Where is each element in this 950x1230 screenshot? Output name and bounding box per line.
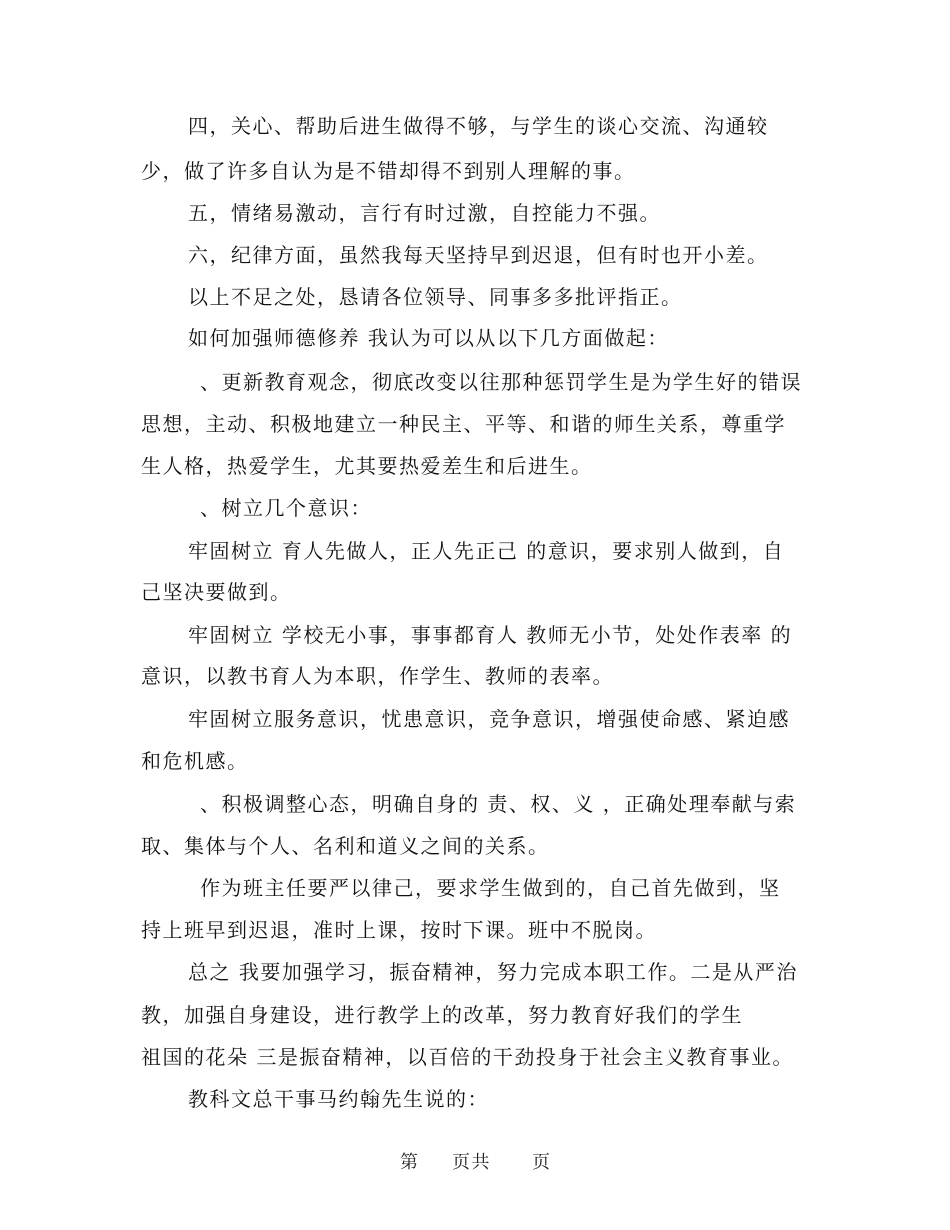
footer-total-suffix: 页 <box>532 1152 552 1173</box>
text-line: 教科文总干事马约翰先生说的： <box>188 1087 489 1111</box>
text-line: 作为班主任要严以律己，要求学生做到的，自己首先做到，坚 <box>200 876 781 900</box>
text-line: 祖国的花朵 三是振奋精神，以百倍的干劲投身于社会主义教育事业。 <box>141 1045 794 1069</box>
text-line: 、积极调整心态，明确自身的 责、权、义 ，正确处理奉献与索 <box>200 792 797 816</box>
text-line: 取、集体与个人、名利和道义之间的关系。 <box>141 834 550 858</box>
text-line: 以上不足之处，恳请各位领导、同事多多批评指正。 <box>188 285 683 309</box>
footer-page-label: 第 <box>400 1152 420 1173</box>
text-line: 、更新教育观念，彻底改变以往那种惩罚学生是为学生好的错误 <box>200 370 802 394</box>
text-line: 己坚决要做到。 <box>141 580 292 604</box>
text-line: 思想，主动、积极地建立一种民主、平等、和谐的师生关系，尊重学 <box>141 412 786 436</box>
text-line: 持上班早到迟退，准时上课，按时下课。班中不脱岗。 <box>141 918 657 942</box>
text-line: 总之 我要加强学习，振奋精神，努力完成本职工作。二是从严治 <box>188 960 798 984</box>
text-line: 五，情绪易激动，言行有时过激，自控能力不强。 <box>188 201 661 225</box>
text-line: 少，做了许多自认为是不错却得不到别人理解的事。 <box>141 159 636 183</box>
footer-page-suffix: 页共 <box>452 1152 491 1173</box>
text-line: 和危机感。 <box>141 749 249 773</box>
text-line: 牢固树立 学校无小事，事事都育人 教师无小节，处处作表率 的 <box>188 623 793 647</box>
text-line: 牢固树立服务意识，忧患意识，竞争意识，增强使命感、紧迫感 <box>188 707 790 731</box>
text-line: 、树立几个意识： <box>200 496 372 520</box>
text-line: 如何加强师德修养 我认为可以从以下几方面做起： <box>188 326 669 350</box>
text-line: 牢固树立 育人先做人，正人先正己 的意识，要求别人做到，自 <box>188 539 785 563</box>
text-line: 六，纪律方面，虽然我每天坚持早到迟退，但有时也开小差。 <box>188 243 769 267</box>
text-line: 四，关心、帮助后进生做得不够，与学生的谈心交流、沟通较 <box>188 114 769 138</box>
text-line: 意识，以教书育人为本职，作学生、教师的表率。 <box>141 664 614 688</box>
text-line: 教，加强自身建设，进行教学上的改革，努力教育好我们的学生 <box>141 1003 743 1027</box>
text-line: 生人格，热爱学生，尤其要热爱差生和后进生。 <box>141 454 593 478</box>
